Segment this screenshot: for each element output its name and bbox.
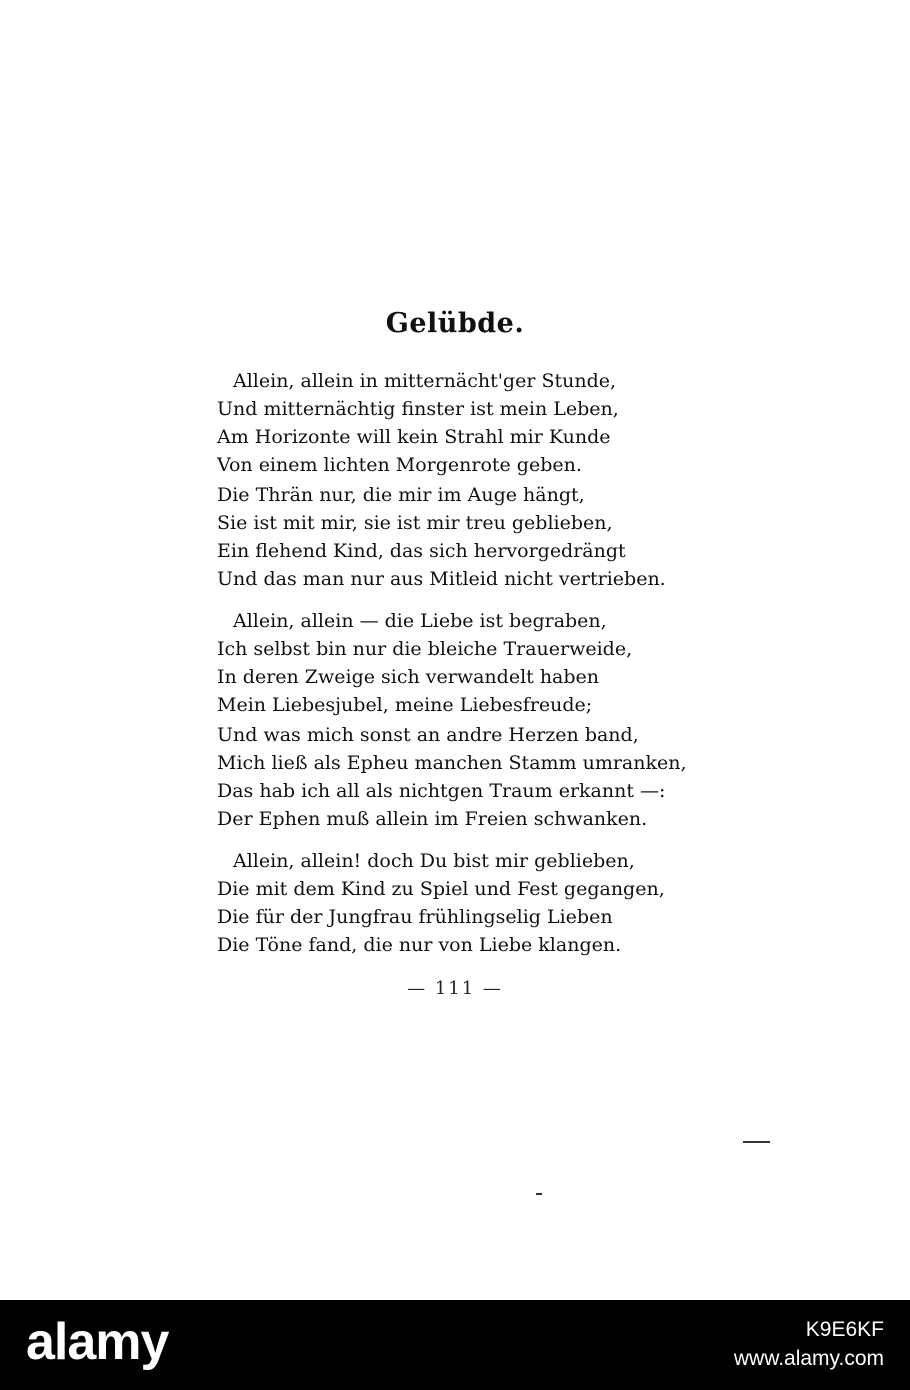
watermark-image-id: K9E6KF [805,1318,884,1341]
poem-line: Allein, allein — die Liebe ist begraben, [233,610,607,632]
poem-line: Die mit dem Kind zu Spiel und Fest gegangen, [217,878,665,900]
poem-line: Allein, allein in mitternächt'ger Stunde, [233,370,617,392]
poem-line: Das hab ich all als nichtgen Traum erkannt —: [217,780,666,802]
poem-line: Und das man nur aus Mitleid nicht vertrieben. [217,568,666,590]
poem-line: Und mitternächtig finster ist mein Leben, [217,398,619,420]
poem-line: Ein flehend Kind, das sich hervorgedrängt [217,540,626,562]
poem-line: Am Horizonte will kein Strahl mir Kunde [217,426,611,448]
poem-line: Allein, allein! doch Du bist mir geblieben, [233,850,635,872]
poem-line: Die für der Jungfrau frühlingselig Lieben [217,906,613,928]
poem-line: Sie ist mit mir, sie ist mir treu geblieben, [217,512,613,534]
scan-mark [536,1193,542,1195]
poem-line: Mein Liebesjubel, meine Liebesfreude; [217,694,593,716]
poem-line: Mich ließ als Epheu manchen Stamm umranken, [217,752,687,774]
scan-mark [743,1141,770,1143]
page-number: — 111 — [407,978,503,999]
poem-line: Und was mich sonst an andre Herzen band, [217,724,639,746]
poem-line: Von einem lichten Morgenrote geben. [217,454,582,476]
poem-line: Ich selbst bin nur die bleiche Trauerweide, [217,638,633,660]
watermark-logo: alamy [26,1313,169,1371]
poem-title: Gelübde. [385,308,525,339]
poem-line: Der Ephen muß allein im Freien schwanken. [217,808,648,830]
poem-line: In deren Zweige sich verwandelt haben [217,666,600,688]
watermark-url: www.alamy.com [733,1347,884,1370]
poem-line: Die Töne fand, die nur von Liebe klangen. [217,934,622,956]
poem-line: Die Thrän nur, die mir im Auge hängt, [217,484,585,506]
